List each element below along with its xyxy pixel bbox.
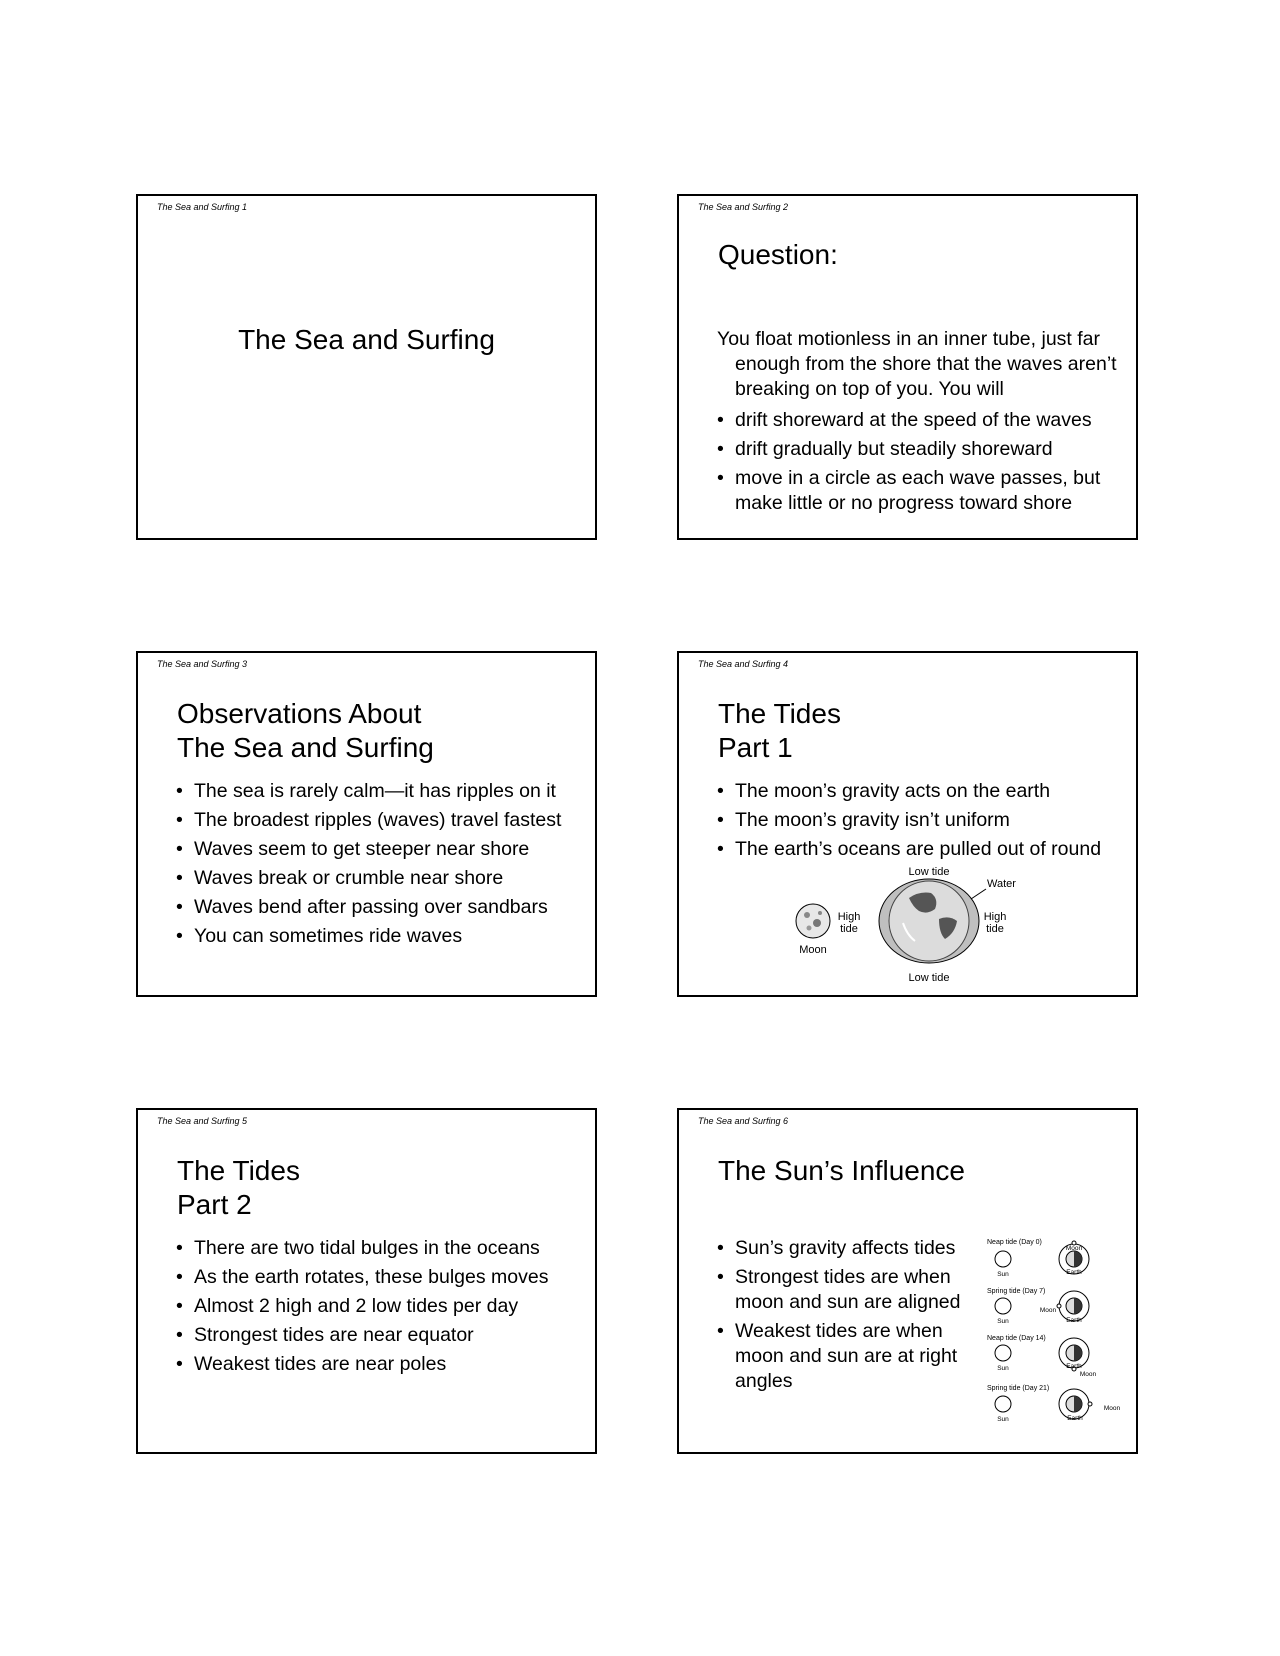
list-item: • Waves seem to get steeper near shore [176,837,596,862]
list-item: • Strongest tides are when moon and sun are aligned [717,1265,979,1315]
list-item: • drift shoreward at the speed of the waves [717,408,1135,433]
sun-label: Sun [997,1416,1009,1423]
sun-icon [995,1396,1011,1412]
title-line: The Sea and Surfing [177,732,434,763]
title-line: Observations About [177,698,422,729]
moon-crater [807,926,812,931]
list-item: • Weakest tides are near poles [176,1352,596,1377]
slide-2 [677,194,1138,540]
question-text: You float motionless in an inner tube, just far enough from the shore that the waves aren’t breaking on top of you. You will [717,328,1117,400]
list-item: • drift gradually but steadily shoreward [717,437,1135,462]
moon-icon [796,904,830,938]
list-item: • The earth’s oceans are pulled out of round [717,837,1137,862]
panel-label: Neap tide (Day 14) [987,1335,1046,1342]
slide-header: The Sea and Surfing 6 [698,1116,789,1126]
tide-panel [987,1288,1089,1325]
list-item: • Strongest tides are near equator [176,1323,596,1348]
tides-figure [789,863,1029,991]
list-item: • Waves bend after passing over sandbars [176,895,596,920]
sun-list [717,1236,979,1398]
sun-icon [995,1298,1011,1314]
title-line: The Tides [718,698,841,729]
high-tide-label: High [983,911,1007,923]
list-item: • You can sometimes ride waves [176,924,596,949]
slide-3 [136,651,597,997]
moon-icon [1088,1402,1092,1406]
tides-list [176,1236,596,1381]
water-pointer [971,889,986,899]
slide-title [718,697,841,765]
moon-crater [804,912,810,918]
slide-title: Question: [718,239,838,270]
slide-header: The Sea and Surfing 1 [157,202,248,212]
slide-title [177,1154,300,1222]
sun-label: Sun [997,1271,1009,1278]
slide-title: The Sea and Surfing [238,324,495,355]
moon-label: Moon [1065,1245,1083,1252]
slide-1 [136,194,597,540]
slide-6 [677,1108,1138,1454]
sun-label: Sun [997,1318,1009,1325]
tide-panel [987,1239,1089,1278]
list-item: • The broadest ripples (waves) travel fastest [176,808,596,833]
list-item: • Almost 2 high and 2 low tides per day [176,1294,596,1319]
earth-label: Earth [1067,1415,1083,1422]
tide-panel [987,1335,1097,1378]
title-line: The Tides [177,1155,300,1186]
list-item: • Weakest tides are when moon and sun are at right angles [717,1319,979,1394]
list-item: • There are two tidal bulges in the oceans [176,1236,596,1261]
moon-label: Moon [1039,1307,1057,1314]
list-item: • move in a circle as each wave passes, but make little or no progress toward shore [717,466,1135,516]
list-item: • As the earth rotates, these bulges moves [176,1265,596,1290]
tide-panel [987,1385,1121,1423]
title-line: Part 2 [177,1189,252,1220]
sun-icon [995,1345,1011,1361]
title-line: Part 1 [718,732,793,763]
slide-5 [136,1108,597,1454]
observation-list [176,779,596,953]
moon-label: Moon [799,944,827,956]
list-item: • The moon’s gravity isn’t uniform [717,808,1137,833]
answer-list [717,408,1135,520]
panel-label: Spring tide (Day 21) [987,1385,1050,1392]
sun-icon [995,1251,1011,1267]
panel-label: Spring tide (Day 7) [987,1288,1046,1295]
slide-header: The Sea and Surfing 3 [157,659,248,669]
list-item: • Sun’s gravity affects tides [717,1236,979,1261]
slide-header: The Sea and Surfing 2 [698,202,789,212]
list-item: • The moon’s gravity acts on the earth [717,779,1137,804]
low-tide-label: Low tide [908,866,950,878]
slide-title [177,697,434,765]
water-label: Water [987,878,1016,890]
earth-label: Earth [1066,1317,1082,1324]
high-tide-label: tide [840,923,858,935]
low-tide-label: Low tide [908,972,950,984]
sun-label: Sun [997,1365,1009,1372]
earth-label: Earth [1066,1269,1082,1276]
moon-crater [818,911,822,915]
high-tide-label: High [837,911,861,923]
sun-moon-figure [987,1236,1125,1432]
list-item: • Waves break or crumble near shore [176,866,596,891]
moon-icon [1057,1304,1061,1308]
moon-label: Moon [1079,1371,1097,1378]
tides-list [717,779,1137,866]
slide-header: The Sea and Surfing 5 [157,1116,248,1126]
panel-label: Neap tide (Day 0) [987,1239,1042,1246]
slide-4 [677,651,1138,997]
slide-header: The Sea and Surfing 4 [698,659,789,669]
list-item: • The sea is rarely calm—it has ripples on it [176,779,596,804]
high-tide-label: tide [986,923,1004,935]
moon-label: Moon [1103,1405,1121,1412]
slide-title: The Sun’s Influence [718,1155,965,1186]
moon-crater [813,919,821,927]
earth-label: Earth [1066,1363,1082,1370]
